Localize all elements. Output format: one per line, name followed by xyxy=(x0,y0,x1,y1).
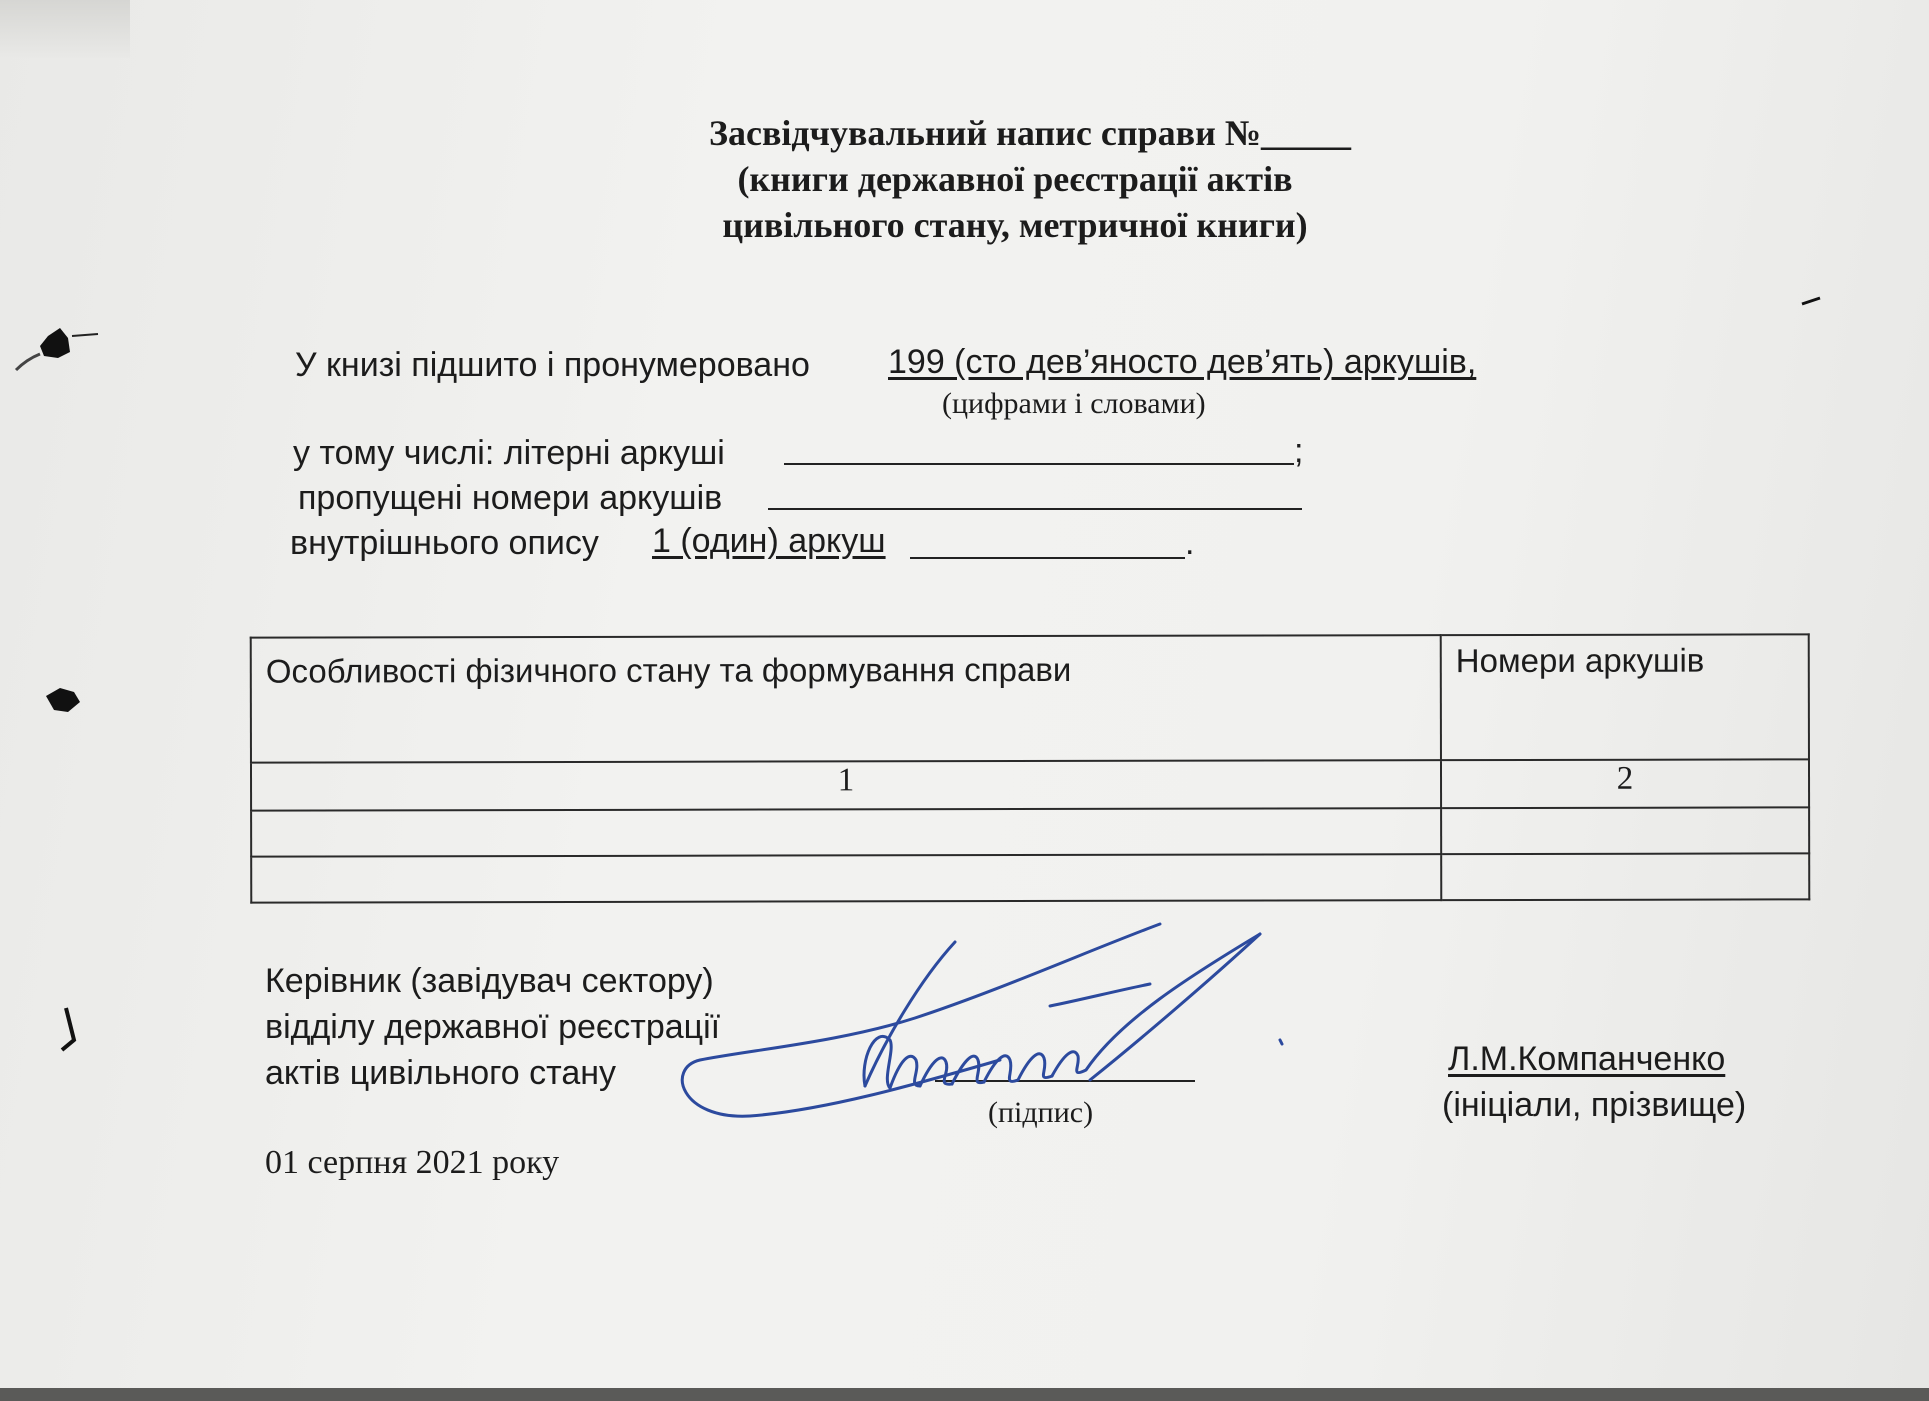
table-row xyxy=(251,807,1809,856)
sheet-count-hint: (цифрами і словами) xyxy=(942,387,1206,420)
letter-sheets-end: ; xyxy=(1294,432,1304,470)
table-cell xyxy=(1441,807,1809,854)
sheet-count-value: 199 (сто дев’яносто дев’ять) аркушів, xyxy=(888,343,1477,381)
sheet-count-label: У книзі підшито і пронумеровано xyxy=(295,346,810,384)
table-row xyxy=(251,853,1809,902)
inner-inventory-end: . xyxy=(1185,524,1195,562)
handwritten-signature-icon xyxy=(670,910,1370,1130)
skipped-numbers-blank xyxy=(768,482,1302,510)
paper-fold-shadow xyxy=(0,0,130,58)
table-header-row xyxy=(251,634,1809,762)
table-col-number-2: 2 xyxy=(1441,759,1809,808)
document-title-line1: Засвідчувальний напис справи №_____ xyxy=(709,113,1351,153)
inner-inventory-value: 1 (один) аркуш xyxy=(652,522,886,560)
signature-caption: (підпис) xyxy=(988,1096,1094,1129)
name-caption: (ініціали, прізвище) xyxy=(1442,1086,1747,1124)
table-number-row xyxy=(251,759,1809,810)
inner-inventory-blank xyxy=(910,527,1185,559)
table-cell xyxy=(251,808,1441,856)
table-cell xyxy=(251,854,1441,902)
position-line-1: Керівник (завідувач сектору) xyxy=(265,962,714,1000)
official-name: Л.М.Компанченко xyxy=(1448,1040,1726,1078)
skipped-numbers-label: пропущені номери аркушів xyxy=(298,479,723,517)
page-bottom-edge xyxy=(0,1388,1929,1401)
physical-state-table xyxy=(250,633,1811,903)
binding-hole-icon xyxy=(10,318,100,378)
inner-inventory-label: внутрішнього опису xyxy=(290,524,599,562)
table-header-features: Особливості фізичного стану та формування справи xyxy=(251,635,1441,762)
document-date: 01 серпня 2021 року xyxy=(265,1144,560,1181)
document-title-line3: цивільного стану, метричної книги) xyxy=(722,205,1308,245)
table-header-sheet-numbers: Номери аркушів xyxy=(1441,634,1809,760)
position-line-3: актів цивільного стану xyxy=(265,1054,617,1092)
position-line-2: відділу державної реєстрації xyxy=(265,1008,721,1046)
letter-sheets-label: у тому числі: літерні аркуші xyxy=(293,434,725,472)
binding-stitch-icon xyxy=(50,1000,90,1060)
ink-speck-icon xyxy=(1800,296,1824,308)
table-cell xyxy=(1441,853,1809,900)
table-col-number-1: 1 xyxy=(251,760,1441,810)
binding-hole-icon xyxy=(38,680,88,720)
document-title-line2: (книги державної реєстрації актів xyxy=(737,159,1293,199)
letter-sheets-blank xyxy=(784,437,1294,465)
